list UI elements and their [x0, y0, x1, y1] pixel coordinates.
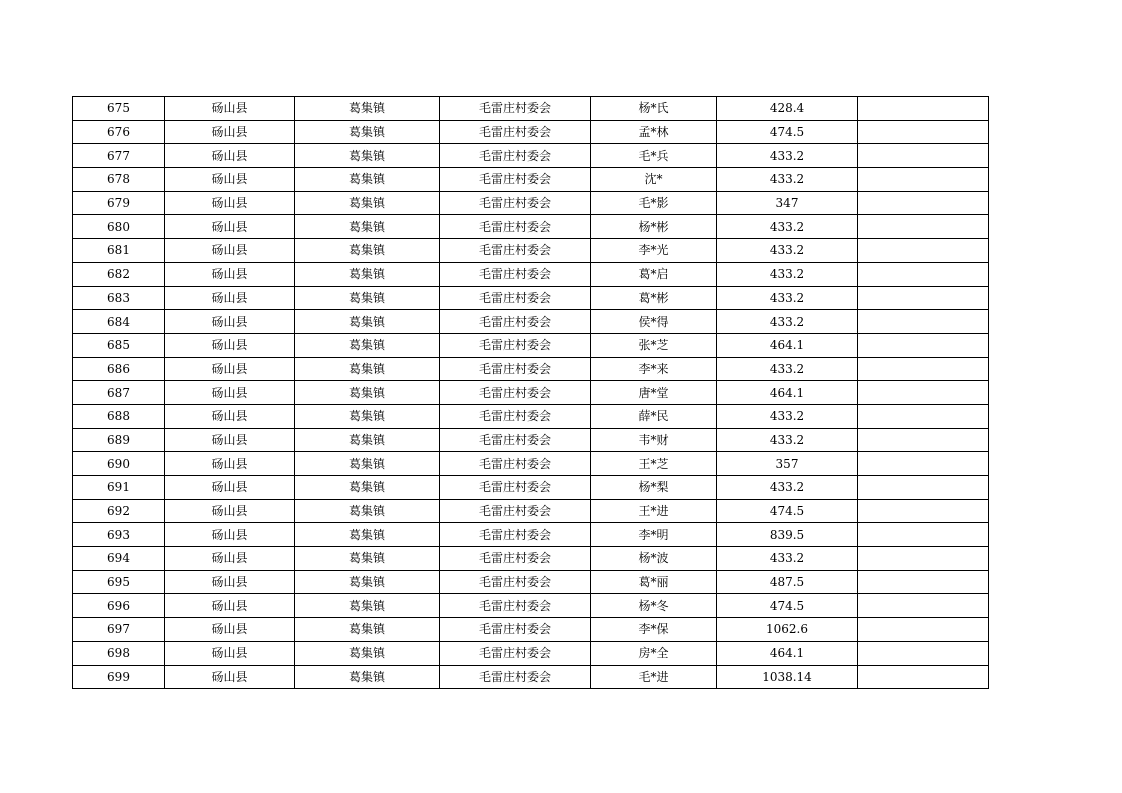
row-number-cell: 699: [73, 665, 165, 689]
amount-cell: 433.2: [717, 239, 858, 263]
town-cell: 葛集镇: [295, 215, 440, 239]
town-cell: 葛集镇: [295, 618, 440, 642]
county-cell: 砀山县: [165, 286, 295, 310]
name-cell: 毛*进: [591, 665, 717, 689]
amount-cell: 487.5: [717, 570, 858, 594]
town-cell: 葛集镇: [295, 594, 440, 618]
name-cell: 葛*丽: [591, 570, 717, 594]
village-committee-cell: 毛雷庄村委会: [440, 262, 591, 286]
name-cell: 李*明: [591, 523, 717, 547]
town-cell: 葛集镇: [295, 120, 440, 144]
village-committee-cell: 毛雷庄村委会: [440, 381, 591, 405]
village-committee-cell: 毛雷庄村委会: [440, 641, 591, 665]
village-committee-cell: 毛雷庄村委会: [440, 310, 591, 334]
remark-cell: [858, 594, 989, 618]
village-committee-cell: 毛雷庄村委会: [440, 191, 591, 215]
village-committee-cell: 毛雷庄村委会: [440, 570, 591, 594]
row-number-cell: 684: [73, 310, 165, 334]
table-row: [73, 594, 989, 618]
county-cell: 砀山县: [165, 547, 295, 571]
village-committee-cell: 毛雷庄村委会: [440, 428, 591, 452]
remark-cell: [858, 618, 989, 642]
village-committee-cell: 毛雷庄村委会: [440, 452, 591, 476]
row-number-cell: 695: [73, 570, 165, 594]
table-row: [73, 262, 989, 286]
remark-cell: [858, 428, 989, 452]
table-row: [73, 357, 989, 381]
remark-cell: [858, 239, 989, 263]
town-cell: 葛集镇: [295, 262, 440, 286]
name-cell: 杨*波: [591, 547, 717, 571]
village-committee-cell: 毛雷庄村委会: [440, 499, 591, 523]
town-cell: 葛集镇: [295, 523, 440, 547]
town-cell: 葛集镇: [295, 357, 440, 381]
amount-cell: 433.2: [717, 286, 858, 310]
row-number-cell: 685: [73, 333, 165, 357]
name-cell: 房*全: [591, 641, 717, 665]
table-row: [73, 191, 989, 215]
village-committee-cell: 毛雷庄村委会: [440, 665, 591, 689]
table-row: [73, 97, 989, 121]
amount-cell: 433.2: [717, 215, 858, 239]
table-body: [73, 97, 989, 689]
table-row: [73, 144, 989, 168]
table-row: [73, 239, 989, 263]
amount-cell: 474.5: [717, 594, 858, 618]
remark-cell: [858, 168, 989, 192]
county-cell: 砀山县: [165, 310, 295, 334]
remark-cell: [858, 191, 989, 215]
name-cell: 杨*彬: [591, 215, 717, 239]
amount-cell: 1038.14: [717, 665, 858, 689]
town-cell: 葛集镇: [295, 239, 440, 263]
village-committee-cell: 毛雷庄村委会: [440, 286, 591, 310]
remark-cell: [858, 547, 989, 571]
remark-cell: [858, 570, 989, 594]
name-cell: 杨*梨: [591, 476, 717, 500]
row-number-cell: 687: [73, 381, 165, 405]
amount-cell: 347: [717, 191, 858, 215]
town-cell: 葛集镇: [295, 168, 440, 192]
remark-cell: [858, 665, 989, 689]
row-number-cell: 688: [73, 404, 165, 428]
name-cell: 李*来: [591, 357, 717, 381]
table-row: [73, 618, 989, 642]
village-committee-cell: 毛雷庄村委会: [440, 120, 591, 144]
name-cell: 葛*启: [591, 262, 717, 286]
row-number-cell: 679: [73, 191, 165, 215]
village-committee-cell: 毛雷庄村委会: [440, 333, 591, 357]
row-number-cell: 678: [73, 168, 165, 192]
name-cell: 沈*: [591, 168, 717, 192]
name-cell: 王*进: [591, 499, 717, 523]
name-cell: 李*保: [591, 618, 717, 642]
village-committee-cell: 毛雷庄村委会: [440, 404, 591, 428]
name-cell: 杨*冬: [591, 594, 717, 618]
table-row: [73, 333, 989, 357]
village-committee-cell: 毛雷庄村委会: [440, 215, 591, 239]
amount-cell: 474.5: [717, 120, 858, 144]
amount-cell: 433.2: [717, 357, 858, 381]
table-row: [73, 476, 989, 500]
row-number-cell: 691: [73, 476, 165, 500]
town-cell: 葛集镇: [295, 310, 440, 334]
row-number-cell: 680: [73, 215, 165, 239]
name-cell: 韦*财: [591, 428, 717, 452]
village-committee-cell: 毛雷庄村委会: [440, 168, 591, 192]
county-cell: 砀山县: [165, 97, 295, 121]
remark-cell: [858, 310, 989, 334]
village-committee-cell: 毛雷庄村委会: [440, 618, 591, 642]
row-number-cell: 690: [73, 452, 165, 476]
village-committee-cell: 毛雷庄村委会: [440, 144, 591, 168]
remark-cell: [858, 499, 989, 523]
name-cell: 李*光: [591, 239, 717, 263]
amount-cell: 433.2: [717, 262, 858, 286]
village-committee-cell: 毛雷庄村委会: [440, 239, 591, 263]
name-cell: 张*芝: [591, 333, 717, 357]
county-cell: 砀山县: [165, 239, 295, 263]
town-cell: 葛集镇: [295, 499, 440, 523]
amount-cell: 839.5: [717, 523, 858, 547]
name-cell: 葛*彬: [591, 286, 717, 310]
county-cell: 砀山县: [165, 523, 295, 547]
town-cell: 葛集镇: [295, 476, 440, 500]
county-cell: 砀山县: [165, 262, 295, 286]
table-row: [73, 452, 989, 476]
town-cell: 葛集镇: [295, 570, 440, 594]
remark-cell: [858, 144, 989, 168]
county-cell: 砀山县: [165, 665, 295, 689]
village-committee-cell: 毛雷庄村委会: [440, 523, 591, 547]
remark-cell: [858, 262, 989, 286]
county-cell: 砀山县: [165, 428, 295, 452]
town-cell: 葛集镇: [295, 381, 440, 405]
amount-cell: 433.2: [717, 168, 858, 192]
remark-cell: [858, 452, 989, 476]
village-committee-cell: 毛雷庄村委会: [440, 547, 591, 571]
name-cell: 薛*民: [591, 404, 717, 428]
row-number-cell: 694: [73, 547, 165, 571]
amount-cell: 474.5: [717, 499, 858, 523]
amount-cell: 433.2: [717, 310, 858, 334]
amount-cell: 464.1: [717, 333, 858, 357]
amount-cell: 433.2: [717, 547, 858, 571]
data-table: [72, 96, 989, 689]
county-cell: 砀山县: [165, 404, 295, 428]
county-cell: 砀山县: [165, 570, 295, 594]
name-cell: 王*芝: [591, 452, 717, 476]
amount-cell: 464.1: [717, 381, 858, 405]
table-row: [73, 499, 989, 523]
amount-cell: 1062.6: [717, 618, 858, 642]
remark-cell: [858, 97, 989, 121]
county-cell: 砀山县: [165, 144, 295, 168]
row-number-cell: 681: [73, 239, 165, 263]
name-cell: 唐*堂: [591, 381, 717, 405]
town-cell: 葛集镇: [295, 547, 440, 571]
row-number-cell: 677: [73, 144, 165, 168]
remark-cell: [858, 476, 989, 500]
village-committee-cell: 毛雷庄村委会: [440, 97, 591, 121]
county-cell: 砀山县: [165, 168, 295, 192]
name-cell: 毛*兵: [591, 144, 717, 168]
amount-cell: 464.1: [717, 641, 858, 665]
table-row: [73, 428, 989, 452]
town-cell: 葛集镇: [295, 286, 440, 310]
village-committee-cell: 毛雷庄村委会: [440, 476, 591, 500]
county-cell: 砀山县: [165, 452, 295, 476]
remark-cell: [858, 381, 989, 405]
table-row: [73, 523, 989, 547]
remark-cell: [858, 215, 989, 239]
row-number-cell: 675: [73, 97, 165, 121]
town-cell: 葛集镇: [295, 641, 440, 665]
county-cell: 砀山县: [165, 191, 295, 215]
table-row: [73, 404, 989, 428]
remark-cell: [858, 641, 989, 665]
row-number-cell: 698: [73, 641, 165, 665]
county-cell: 砀山县: [165, 381, 295, 405]
town-cell: 葛集镇: [295, 404, 440, 428]
town-cell: 葛集镇: [295, 144, 440, 168]
amount-cell: 433.2: [717, 476, 858, 500]
row-number-cell: 693: [73, 523, 165, 547]
table-row: [73, 547, 989, 571]
county-cell: 砀山县: [165, 120, 295, 144]
name-cell: 孟*林: [591, 120, 717, 144]
amount-cell: 428.4: [717, 97, 858, 121]
table-row: [73, 665, 989, 689]
county-cell: 砀山县: [165, 476, 295, 500]
table-row: [73, 381, 989, 405]
table-row: [73, 641, 989, 665]
name-cell: 毛*影: [591, 191, 717, 215]
county-cell: 砀山县: [165, 594, 295, 618]
row-number-cell: 689: [73, 428, 165, 452]
row-number-cell: 686: [73, 357, 165, 381]
row-number-cell: 682: [73, 262, 165, 286]
remark-cell: [858, 523, 989, 547]
row-number-cell: 683: [73, 286, 165, 310]
row-number-cell: 676: [73, 120, 165, 144]
amount-cell: 433.2: [717, 404, 858, 428]
row-number-cell: 692: [73, 499, 165, 523]
table-row: [73, 286, 989, 310]
remark-cell: [858, 286, 989, 310]
village-committee-cell: 毛雷庄村委会: [440, 357, 591, 381]
name-cell: 杨*氏: [591, 97, 717, 121]
county-cell: 砀山县: [165, 215, 295, 239]
remark-cell: [858, 357, 989, 381]
county-cell: 砀山县: [165, 357, 295, 381]
village-committee-cell: 毛雷庄村委会: [440, 594, 591, 618]
town-cell: 葛集镇: [295, 333, 440, 357]
table-row: [73, 120, 989, 144]
county-cell: 砀山县: [165, 333, 295, 357]
amount-cell: 433.2: [717, 428, 858, 452]
table-row: [73, 168, 989, 192]
town-cell: 葛集镇: [295, 665, 440, 689]
town-cell: 葛集镇: [295, 191, 440, 215]
remark-cell: [858, 333, 989, 357]
amount-cell: 357: [717, 452, 858, 476]
county-cell: 砀山县: [165, 641, 295, 665]
county-cell: 砀山县: [165, 499, 295, 523]
county-cell: 砀山县: [165, 618, 295, 642]
row-number-cell: 696: [73, 594, 165, 618]
table-row: [73, 215, 989, 239]
name-cell: 侯*得: [591, 310, 717, 334]
table-row: [73, 570, 989, 594]
remark-cell: [858, 404, 989, 428]
town-cell: 葛集镇: [295, 97, 440, 121]
town-cell: 葛集镇: [295, 428, 440, 452]
amount-cell: 433.2: [717, 144, 858, 168]
remark-cell: [858, 120, 989, 144]
row-number-cell: 697: [73, 618, 165, 642]
table-row: [73, 310, 989, 334]
town-cell: 葛集镇: [295, 452, 440, 476]
